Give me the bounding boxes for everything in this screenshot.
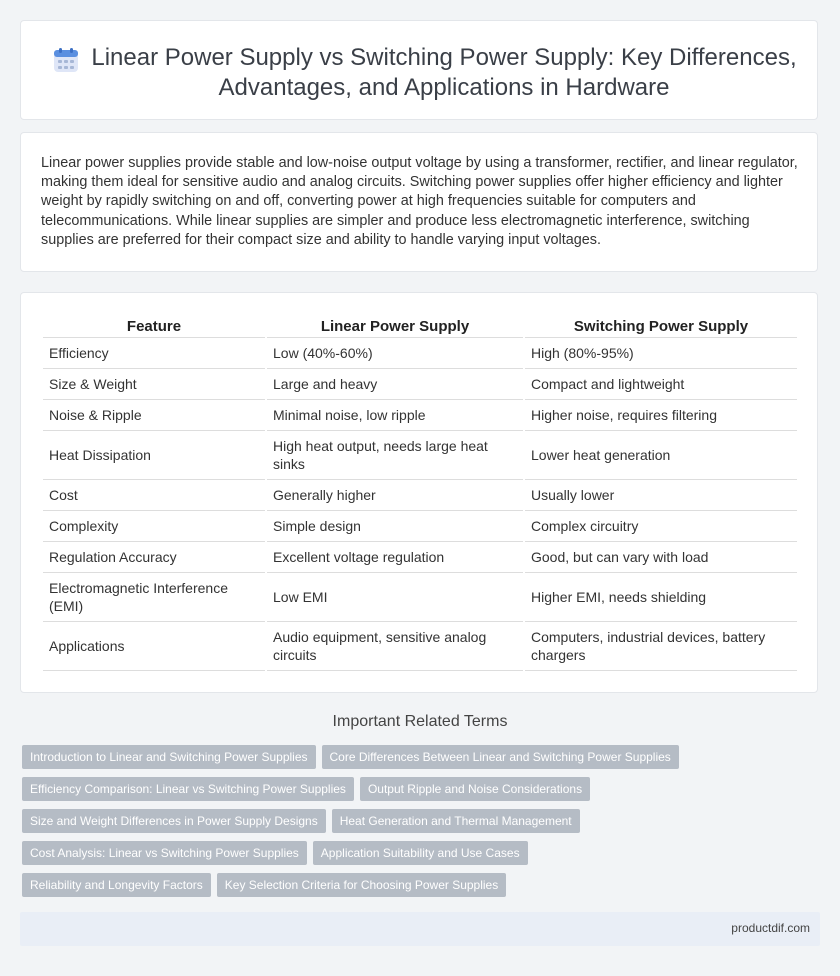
table-cell: Low (40%-60%) <box>267 338 523 369</box>
table-cell: Applications <box>43 622 265 671</box>
header-feature: Feature <box>43 315 265 338</box>
related-term-tag[interactable]: Introduction to Linear and Switching Power Supplies <box>22 745 316 769</box>
table-row <box>43 542 797 573</box>
footer-bar <box>20 912 820 946</box>
calendar-icon <box>53 47 79 73</box>
table-cell: Low EMI <box>267 573 523 622</box>
related-term-tag[interactable]: Heat Generation and Thermal Management <box>332 809 580 833</box>
table-cell: High heat output, needs large heat sinks <box>267 431 523 480</box>
table-cell: Audio equipment, sensitive analog circuits <box>267 622 523 671</box>
table-cell: Simple design <box>267 511 523 542</box>
table-cell: Cost <box>43 480 265 511</box>
related-term-tag[interactable]: Cost Analysis: Linear vs Switching Power Supplies <box>22 841 307 865</box>
table-cell: Lower heat generation <box>525 431 797 480</box>
table-cell: High (80%-95%) <box>525 338 797 369</box>
table-cell: Complexity <box>43 511 265 542</box>
related-term-tag[interactable]: Efficiency Comparison: Linear vs Switching Power Supplies <box>22 777 354 801</box>
table-cell: Size & Weight <box>43 369 265 400</box>
comparison-table <box>41 315 799 671</box>
table-cell: Regulation Accuracy <box>43 542 265 573</box>
comparison-card <box>20 292 818 693</box>
related-terms-title: Important Related Terms <box>332 713 508 730</box>
related-term-tag[interactable]: Size and Weight Differences in Power Supply Designs <box>22 809 326 833</box>
table-cell: Electromagnetic Interference (EMI) <box>43 573 265 622</box>
header-linear: Linear Power Supply <box>267 315 523 338</box>
table-row <box>43 480 797 511</box>
table-row <box>43 400 797 431</box>
page-title: Linear Power Supply vs Switching Power Supply: Key Differences, Advantages, and Applications in Hardware <box>91 44 797 101</box>
intro-paragraph: Linear power supplies provide stable and low-noise output voltage by using a transformer, rectifier, and linear regulator, making them ideal for sensitive audio and analog circuits. Switching power supplies offer higher efficiency and lighter weight by rapidly switching on and off, converting power at high frequencies suitable for computers and telecommunications. While linear supplies are simpler and produce less electromagnetic interference, switching supplies are preferred for their compact size and ability to handle varying input voltages. <box>41 155 798 248</box>
table-cell: Large and heavy <box>267 369 523 400</box>
table-cell: Generally higher <box>267 480 523 511</box>
table-cell: Heat Dissipation <box>43 431 265 480</box>
table-cell: Complex circuitry <box>525 511 797 542</box>
table-cell: Excellent voltage regulation <box>267 542 523 573</box>
table-cell: Minimal noise, low ripple <box>267 400 523 431</box>
intro-card <box>20 132 818 272</box>
site-credit[interactable]: productdif.com <box>731 921 810 935</box>
table-cell: Higher EMI, needs shielding <box>525 573 797 622</box>
table-cell: Noise & Ripple <box>43 400 265 431</box>
related-term-tag[interactable]: Application Suitability and Use Cases <box>313 841 528 865</box>
table-row <box>43 338 797 369</box>
table-row <box>43 573 797 622</box>
table-row <box>43 511 797 542</box>
table-cell: Computers, industrial devices, battery chargers <box>525 622 797 671</box>
related-term-tag[interactable]: Output Ripple and Noise Considerations <box>360 777 590 801</box>
related-term-tag[interactable]: Key Selection Criteria for Choosing Power Supplies <box>217 873 506 897</box>
related-term-tag[interactable]: Reliability and Longevity Factors <box>22 873 211 897</box>
table-cell: Good, but can vary with load <box>525 542 797 573</box>
table-cell: Compact and lightweight <box>525 369 797 400</box>
related-terms-list <box>22 745 722 897</box>
table-cell: Higher noise, requires filtering <box>525 400 797 431</box>
table-row <box>43 369 797 400</box>
related-term-tag[interactable]: Core Differences Between Linear and Switching Power Supplies <box>322 745 679 769</box>
table-row <box>43 431 797 480</box>
table-row <box>43 622 797 671</box>
table-cell: Efficiency <box>43 338 265 369</box>
title-card <box>20 20 818 120</box>
table-header-row <box>43 315 797 338</box>
table-cell: Usually lower <box>525 480 797 511</box>
header-switching: Switching Power Supply <box>525 315 797 338</box>
